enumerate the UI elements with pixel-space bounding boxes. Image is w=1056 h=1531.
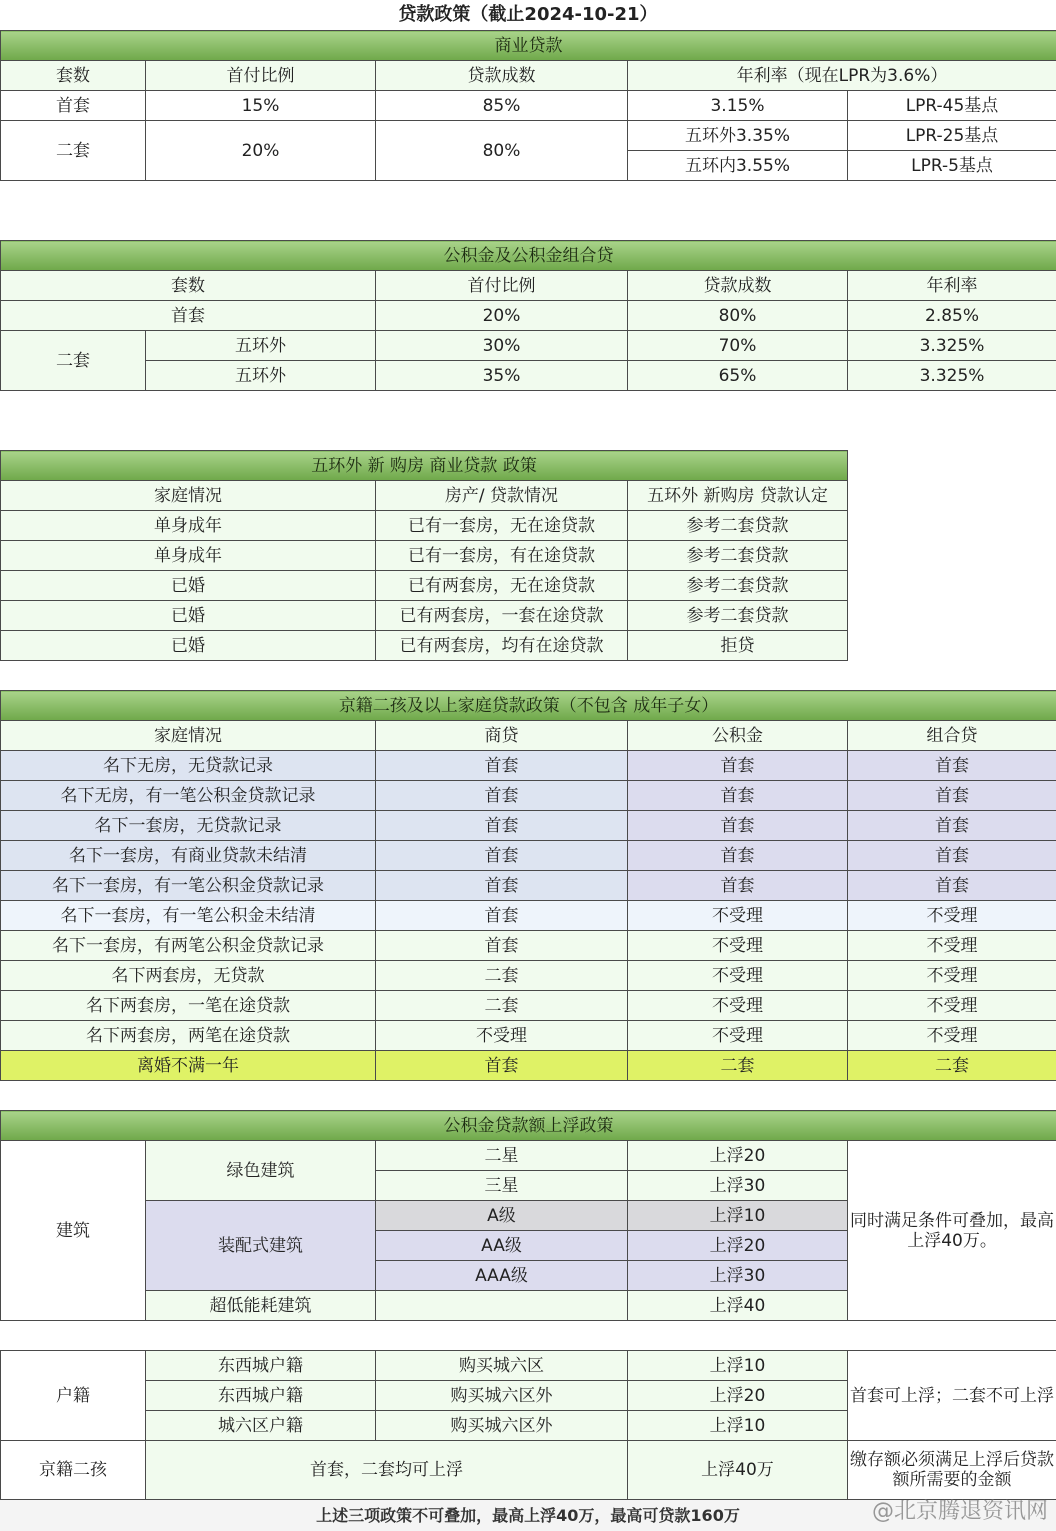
table-cell: 购买城六区外 [376, 1381, 628, 1411]
row-label: 户籍 [1, 1351, 146, 1441]
table-cell: 上浮30 [628, 1171, 848, 1201]
table-cell: 首套 [376, 841, 628, 871]
table-cell: 不受理 [848, 1021, 1056, 1051]
table-cell: 上浮10 [628, 1201, 848, 1231]
huji-float-table [0, 1350, 1056, 1500]
cell-value: 70% [628, 331, 848, 361]
table-cell: 已婚 [1, 601, 376, 631]
table-cell: 首套 [376, 781, 628, 811]
cell-value: LPR-45基点 [848, 91, 1056, 121]
table-cell: 不受理 [848, 931, 1056, 961]
page-title: 贷款政策（截止2024-10-21） [398, 4, 658, 25]
table-cell: 二星 [376, 1141, 628, 1171]
twochild-header: 京籍二孩及以上家庭贷款政策（不包含 成年子女） [1, 691, 1056, 721]
col-downpayment: 首付比例 [376, 271, 628, 301]
table-cell: 首套 [628, 781, 848, 811]
building-note: 同时满足条件可叠加，最高上浮40万。 [848, 1141, 1056, 1321]
col-family: 家庭情况 [1, 481, 376, 511]
cell-value: 80% [628, 301, 848, 331]
cell-value: 五环内3.55% [628, 151, 848, 181]
fund-header: 公积金及公积金组合贷 [1, 241, 1056, 271]
table-cell: 已有两套房，均有在途贷款 [376, 631, 628, 661]
table-cell: 已婚 [1, 631, 376, 661]
table-cell: 单身成年 [1, 511, 376, 541]
table-cell: 已有两套房，无在途贷款 [376, 571, 628, 601]
category-label: 超低能耗建筑 [146, 1291, 376, 1321]
outer-header: 五环外 新 购房 商业贷款 政策 [1, 451, 848, 481]
cell-value: 35% [376, 361, 628, 391]
table-cell: 三星 [376, 1171, 628, 1201]
table-cell: 参考二套贷款 [628, 511, 848, 541]
table-cell: 不受理 [628, 1021, 848, 1051]
table-cell: 名下一套房，有一笔公积金未结清 [1, 901, 376, 931]
table-cell: 首套 [848, 781, 1056, 811]
table-cell: 购买城六区 [376, 1351, 628, 1381]
table-cell: 上浮10 [628, 1351, 848, 1381]
table-cell: 首套 [376, 751, 628, 781]
huji-note: 首套可上浮；二套不可上浮 [848, 1351, 1056, 1441]
row-label: 首套 [1, 91, 146, 121]
cell-value: LPR-25基点 [848, 121, 1056, 151]
table-cell: 参考二套贷款 [628, 541, 848, 571]
two-child-policy-table [0, 690, 1056, 1081]
table-cell: 二套 [376, 991, 628, 1021]
table-cell: 不受理 [628, 931, 848, 961]
row-label: 二套 [1, 331, 146, 391]
cell-value: 30% [376, 331, 628, 361]
table-cell: 首套 [376, 901, 628, 931]
cell-value: 65% [628, 361, 848, 391]
col-loan-ratio: 贷款成数 [376, 61, 628, 91]
commercial-loan-table [0, 30, 1056, 181]
table-cell: 首套 [376, 931, 628, 961]
col-rate: 年利率 [848, 271, 1056, 301]
table-cell: 拒贷 [628, 631, 848, 661]
cell-value: 2.85% [848, 301, 1056, 331]
row-label: 二套 [1, 121, 146, 181]
col-fund: 公积金 [628, 721, 848, 751]
col-family: 家庭情况 [1, 721, 376, 751]
cell-value: 五环外3.35% [628, 121, 848, 151]
table-cell: 二套 [848, 1051, 1056, 1081]
outer-ring-policy-table [0, 450, 848, 661]
commercial-header: 商业贷款 [1, 31, 1056, 61]
table-cell: 已婚 [1, 571, 376, 601]
table-cell: 首套 [848, 811, 1056, 841]
table-cell: 名下一套房，有两笔公积金贷款记录 [1, 931, 376, 961]
table-cell: 二套 [628, 1051, 848, 1081]
cell-value: 3.325% [848, 331, 1056, 361]
table-cell: AA级 [376, 1231, 628, 1261]
cell-value: 五环外 [146, 361, 376, 391]
table-cell: 名下一套房，有商业贷款未结清 [1, 841, 376, 871]
table-cell: 已有一套房，无在途贷款 [376, 511, 628, 541]
table-cell: 名下一套房，有一笔公积金贷款记录 [1, 871, 376, 901]
table-cell: 上浮30 [628, 1261, 848, 1291]
table-cell: 首套 [628, 841, 848, 871]
col-commercial: 商贷 [376, 721, 628, 751]
category-label: 绿色建筑 [146, 1141, 376, 1201]
cell-value: 3.15% [628, 91, 848, 121]
table-cell: 购买城六区外 [376, 1411, 628, 1441]
table-cell: 首套 [628, 811, 848, 841]
table-cell: 名下无房，无贷款记录 [1, 751, 376, 781]
table-cell: 上浮40 [628, 1291, 848, 1321]
table-cell: 不受理 [628, 991, 848, 1021]
table-cell: 名下两套房，两笔在途贷款 [1, 1021, 376, 1051]
table-cell: 上浮20 [628, 1231, 848, 1261]
table-cell: 首套 [848, 751, 1056, 781]
float-header: 公积金贷款额上浮政策 [1, 1111, 1056, 1141]
table-cell: 不受理 [848, 991, 1056, 1021]
table-cell: 上浮40万 [628, 1441, 848, 1500]
row-label: 首套 [1, 301, 376, 331]
table-cell: 名下一套房，无贷款记录 [1, 811, 376, 841]
float-policy-table [0, 1110, 1056, 1321]
table-cell: 首套 [848, 871, 1056, 901]
table-cell: 上浮10 [628, 1411, 848, 1441]
table-cell: 已有一套房，有在途贷款 [376, 541, 628, 571]
table-cell: 不受理 [628, 901, 848, 931]
watermark: @北京腾退资讯网 [871, 1499, 1048, 1524]
child-note: 缴存额必须满足上浮后贷款额所需要的金额 [848, 1441, 1056, 1500]
cell-value: 五环外 [146, 331, 376, 361]
table-cell: 首套 [628, 751, 848, 781]
fund-loan-table [0, 240, 1056, 391]
col-count: 套数 [1, 271, 376, 301]
col-loan-ratio: 贷款成数 [628, 271, 848, 301]
table-cell: 东西城户籍 [146, 1351, 376, 1381]
cell-value: 15% [146, 91, 376, 121]
table-cell: 上浮20 [628, 1141, 848, 1171]
table-cell: 首套 [376, 871, 628, 901]
cell-value: 3.325% [848, 361, 1056, 391]
table-cell: 单身成年 [1, 541, 376, 571]
table-cell: 名下无房，有一笔公积金贷款记录 [1, 781, 376, 811]
table-cell: 不受理 [848, 961, 1056, 991]
table-cell: 名下两套房，一笔在途贷款 [1, 991, 376, 1021]
table-cell: 参考二套贷款 [628, 571, 848, 601]
table-cell: 已有两套房，一套在途贷款 [376, 601, 628, 631]
cell-value: 85% [376, 91, 628, 121]
table-cell: 名下两套房，无贷款 [1, 961, 376, 991]
col-count: 套数 [1, 61, 146, 91]
table-cell: 上浮20 [628, 1381, 848, 1411]
col-rate: 年利率（现在LPR为3.6%） [628, 61, 1056, 91]
category-label: 装配式建筑 [146, 1201, 376, 1291]
cell-value: LPR-5基点 [848, 151, 1056, 181]
table-cell: 首套，二套均可上浮 [146, 1441, 628, 1500]
table-cell: 城六区户籍 [146, 1411, 376, 1441]
row-label: 京籍二孩 [1, 1441, 146, 1500]
table-cell: 首套 [376, 1051, 628, 1081]
table-cell: 参考二套贷款 [628, 601, 848, 631]
cell-value: 20% [376, 301, 628, 331]
row-label: 建筑 [1, 1141, 146, 1321]
table-cell: AAA级 [376, 1261, 628, 1291]
col-property: 房产/ 贷款情况 [376, 481, 628, 511]
table-cell: 首套 [628, 871, 848, 901]
table-cell: 不受理 [628, 961, 848, 991]
cell-value: 80% [376, 121, 628, 181]
footer-note: 上述三项政策不可叠加，最高上浮40万，最高可贷款160万 [0, 1500, 1056, 1531]
table-cell: 东西城户籍 [146, 1381, 376, 1411]
table-cell: 首套 [848, 841, 1056, 871]
col-downpayment: 首付比例 [146, 61, 376, 91]
col-determination: 五环外 新购房 贷款认定 [628, 481, 848, 511]
table-cell: 不受理 [376, 1021, 628, 1051]
table-cell: 不受理 [848, 901, 1056, 931]
cell-value: 20% [146, 121, 376, 181]
table-cell: A级 [376, 1201, 628, 1231]
table-cell: 二套 [376, 961, 628, 991]
col-combo: 组合贷 [848, 721, 1056, 751]
table-cell: 离婚不满一年 [1, 1051, 376, 1081]
table-cell: 首套 [376, 811, 628, 841]
table-cell [376, 1291, 628, 1321]
